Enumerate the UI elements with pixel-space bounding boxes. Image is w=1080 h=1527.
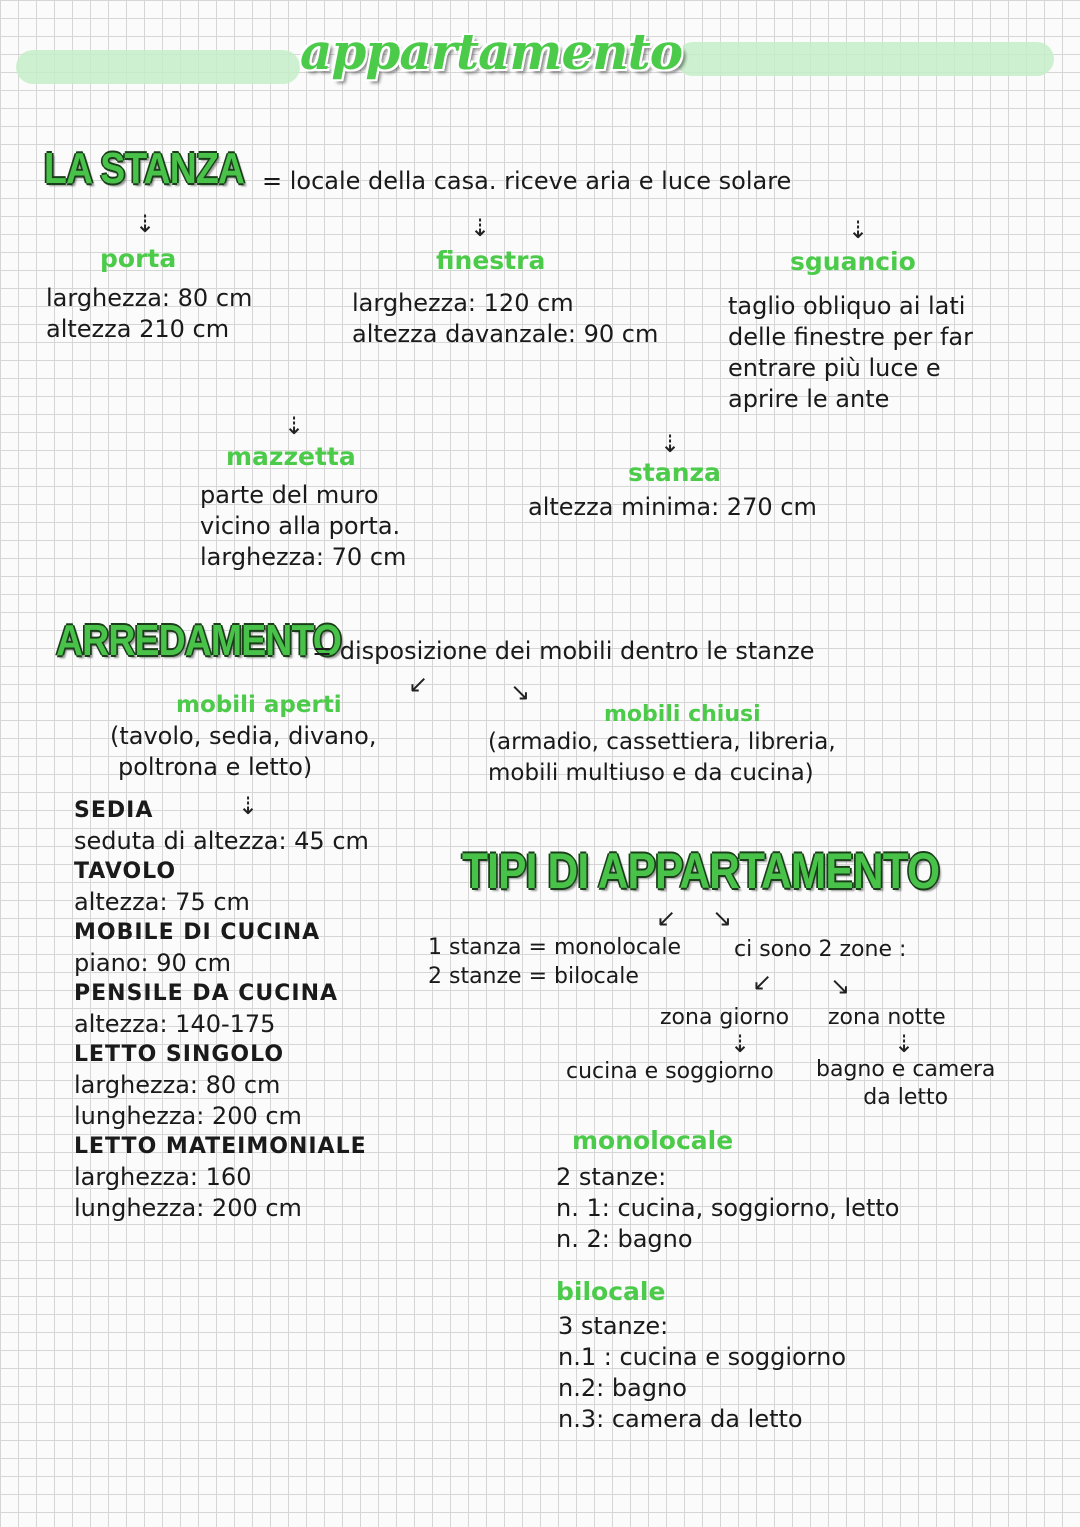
mobili-aperti-line: (tavolo, sedia, divano, xyxy=(110,722,377,750)
porta-line: altezza 210 cm xyxy=(46,315,230,343)
list-item: lunghezza: 200 cm xyxy=(74,1194,302,1222)
porta-text xyxy=(46,283,252,345)
title-highlight-left xyxy=(16,50,300,84)
arrow-down-icon: ⇣ xyxy=(238,792,259,820)
list-item: seduta di altezza: 45 cm xyxy=(74,827,369,855)
monolocale-text xyxy=(556,1162,899,1255)
sguancio-text xyxy=(728,291,973,415)
mazzetta-text xyxy=(200,480,406,573)
monolocale-line: n. 1: cucina, soggiorno, letto xyxy=(556,1194,900,1222)
bilocale-line: 3 stanze: xyxy=(558,1312,669,1340)
bilocale-line: n.1 : cucina e soggiorno xyxy=(558,1343,847,1371)
arrow-down-right-icon: ↘ xyxy=(712,904,733,932)
arrow-down-icon: ⇣ xyxy=(135,210,156,238)
list-item: altezza: 140-175 xyxy=(74,1010,276,1038)
finestra-line: larghezza: 120 cm xyxy=(352,289,574,317)
arrow-down-icon: ⇣ xyxy=(730,1030,751,1058)
zona-notte: zona notte xyxy=(828,1005,946,1030)
arrow-down-icon: ⇣ xyxy=(284,412,305,440)
arrow-down-icon: ⇣ xyxy=(470,214,491,242)
zone-intro: ci sono 2 zone : xyxy=(734,937,907,962)
mobili-aperti-line: poltrona e letto) xyxy=(118,753,313,781)
stanza-definition: = locale della casa. riceve aria e luce solare xyxy=(262,167,792,195)
porta-line: larghezza: 80 cm xyxy=(46,284,253,312)
mazzetta-line: vicino alla porta. xyxy=(200,512,401,540)
arrow-down-icon: ⇣ xyxy=(894,1030,915,1058)
list-item: lunghezza: 200 cm xyxy=(74,1102,302,1130)
stanza-sub-text: altezza minima: 270 cm xyxy=(528,493,817,521)
arrow-down-left-icon: ↙ xyxy=(752,968,773,996)
list-item: altezza: 75 cm xyxy=(74,888,250,916)
title-highlight-right xyxy=(676,42,1054,76)
list-item: larghezza: 160 xyxy=(74,1163,252,1191)
list-item: PENSILE DA CUCINA xyxy=(74,981,339,1006)
mobili-chiusi-line: mobili multiuso e da cucina) xyxy=(488,760,814,786)
sguancio-label: sguancio xyxy=(790,247,916,276)
page-title: appartamento xyxy=(300,22,683,81)
list-item: piano: 90 cm xyxy=(74,949,231,977)
stanza-heading: LA STANZA xyxy=(44,144,245,193)
list-item: SEDIA xyxy=(74,798,154,823)
mobili-chiusi-line: (armadio, cassettiera, libreria, xyxy=(488,729,836,755)
list-item: TAVOLO xyxy=(74,859,177,884)
finestra-label: finestra xyxy=(436,246,546,275)
arredamento-definition: = disposizione dei mobili dentro le stanze xyxy=(312,637,815,665)
count-line: 2 stanze = bilocale xyxy=(428,964,639,989)
finestra-text xyxy=(352,288,658,350)
bilocale-text xyxy=(558,1311,846,1435)
bilocale-label: bilocale xyxy=(556,1277,666,1306)
tipi-counts xyxy=(428,933,681,991)
porta-label: porta xyxy=(100,244,177,273)
stanza-sub-label: stanza xyxy=(628,458,721,487)
mobili-aperti-text xyxy=(110,721,376,783)
arrow-down-right-icon: ↘ xyxy=(830,972,851,1000)
sguancio-line: delle finestre per far xyxy=(728,323,973,351)
finestra-line: altezza davanzale: 90 cm xyxy=(352,320,659,348)
list-item: MOBILE DI CUCINA xyxy=(74,920,321,945)
arrow-down-icon: ⇣ xyxy=(848,216,869,244)
mazzetta-line: parte del muro xyxy=(200,481,379,509)
sguancio-line: entrare più luce e xyxy=(728,354,941,382)
sguancio-line: aprire le ante xyxy=(728,385,890,413)
count-line: 1 stanza = monolocale xyxy=(428,935,682,960)
arrow-down-right-icon: ↘ xyxy=(510,678,531,706)
mobili-aperti-label: mobili aperti xyxy=(176,692,342,718)
list-item: LETTO SINGOLO xyxy=(74,1042,285,1067)
mobili-chiusi-label: mobili chiusi xyxy=(604,702,761,727)
mobili-chiusi-text xyxy=(488,727,836,789)
bilocale-line: n.2: bagno xyxy=(558,1374,687,1402)
arrow-down-left-icon: ↙ xyxy=(408,670,429,698)
notte-line: da letto xyxy=(863,1085,949,1110)
giorno-desc: cucina e soggiorno xyxy=(566,1059,774,1084)
list-item: larghezza: 80 cm xyxy=(74,1071,281,1099)
sguancio-line: taglio obliquo ai lati xyxy=(728,292,966,320)
notte-desc xyxy=(816,1056,995,1112)
notte-line: bagno e camera xyxy=(816,1057,996,1082)
monolocale-label: monolocale xyxy=(572,1126,734,1155)
zona-giorno: zona giorno xyxy=(660,1005,790,1030)
mazzetta-label: mazzetta xyxy=(226,442,356,471)
tipi-heading: TIPI DI APPARTAMENTO xyxy=(462,843,940,899)
monolocale-line: n. 2: bagno xyxy=(556,1225,693,1253)
arredamento-heading: ARREDAMENTO xyxy=(56,616,342,665)
list-item: LETTO MATEIMONIALE xyxy=(74,1134,367,1159)
arrow-down-left-icon: ↙ xyxy=(656,904,677,932)
monolocale-line: 2 stanze: xyxy=(556,1163,667,1191)
arrow-down-icon: ⇣ xyxy=(660,430,681,458)
mobili-list xyxy=(74,792,369,1224)
bilocale-line: n.3: camera da letto xyxy=(558,1405,803,1433)
mazzetta-line: larghezza: 70 cm xyxy=(200,543,407,571)
